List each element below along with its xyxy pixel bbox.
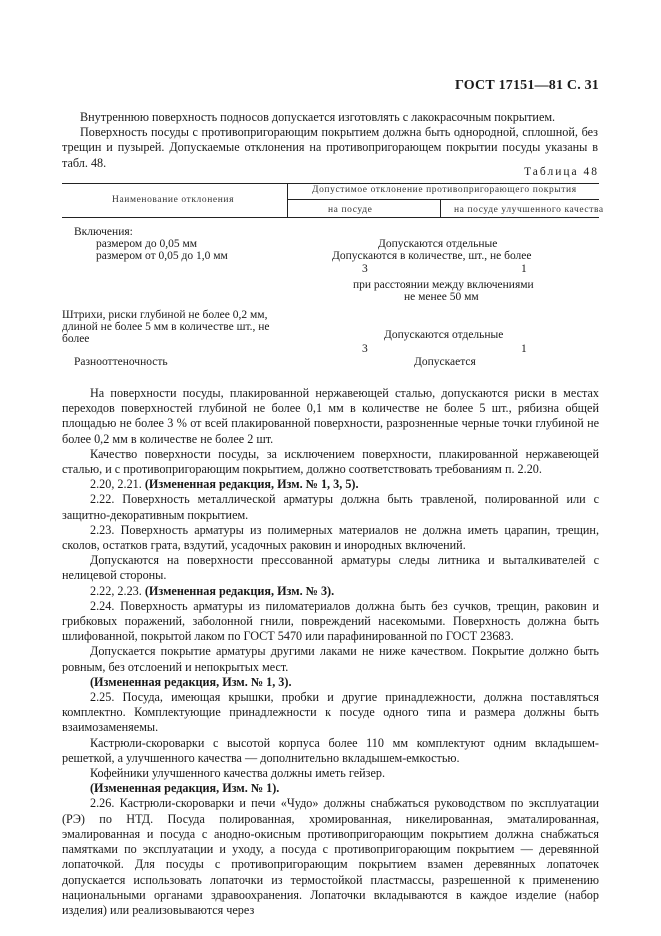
paragraph-text: На поверхности посуды, плакированной нержавеющей сталью, допускаются риски в местах переходов поверхностей глубиной не более 0,1 мм в количестве не более 5 шт., рябизна общей площадью не более 3 % от всей плакированной поверхности, разрозненные черные точки глубиной не более 0,2 мм в количестве не более 2 шт. <box>62 386 599 446</box>
body-paragraph <box>62 781 599 796</box>
revision-note: (Измененная редакция, Изм. № 3). <box>144 583 335 598</box>
col-header-deviation: Наименование отклонения <box>112 195 235 205</box>
row-strokes-3: более <box>62 333 90 345</box>
paragraph-text: 2.23. Поверхность арматуры из полимерных материалов не должна иметь царапин, трещин, сколов, остатков грата, вздутий, усадочных раковин и инородных включений. <box>62 522 599 553</box>
body-paragraph <box>62 736 599 766</box>
body-paragraph <box>62 553 599 583</box>
paragraph-text: Допускаются на поверхности прессованной арматуры следы литника и выталкивателей с нелицевой стороны. <box>62 553 599 583</box>
body-paragraph <box>62 477 599 492</box>
cell-strokes-ordinary: 3 <box>362 343 368 355</box>
table-subcol-divider <box>440 199 441 217</box>
table-caption: Таблица 48 <box>524 166 599 178</box>
body-paragraph <box>62 644 599 674</box>
body-paragraph <box>62 675 599 690</box>
paragraph-text: Качество поверхности посуды, за исключением поверхности, плакированной нержавеющей сталью, и с противопригорающим покрытием, должно соответствовать требованиям п. 2.20. <box>62 446 599 477</box>
revision-note: (Измененная редакция, Изм. № 1, 3). <box>90 674 292 689</box>
paragraph-text: 2.26. Кастрюли-скороварки и печи «Чудо» должны снабжаться руководством по эксплуатации (РЭ) по НТД. Посуда полированная, хромированная, никелированная, эматалированная, эмалированная и посуда с анодно-окисным противопригорающим покрытием должна снабжаться памятками по эксплуатации и уходу, а посуда с противопригорающим покрытием — деревянной лопаточкой. Для посуды с противопригорающим покрытием взамен деревянных лопаточек допускается использовать лопаточки из термостойкой пластмассы, разрешенной к применению национальными органами здравоохранения. Лопаточки вкладываются в каждое изделие (набор изделия) или реализовываются через <box>62 796 599 917</box>
body-paragraph <box>62 766 599 781</box>
row-inclusions-title: Включения: <box>74 226 133 238</box>
deviations-table <box>62 183 604 376</box>
page-header: ГОСТ 17151—81 С. 31 <box>455 78 599 93</box>
cell-distance-2: не менее 50 мм <box>404 291 479 303</box>
intro-text <box>62 110 598 171</box>
revision-note: (Измененная редакция, Изм. № 1). <box>90 781 280 796</box>
paragraph-text: Кофейники улучшенного качества должны иметь гейзер. <box>90 766 385 781</box>
row-inclusions-2: размером от 0,05 до 1,0 мм <box>96 250 228 262</box>
cell-qty-ordinary: 3 <box>362 263 368 275</box>
col-header-group: Допустимое отклонение противопригорающего покрытия <box>312 185 577 195</box>
body-paragraph <box>62 796 599 918</box>
paragraph-text: Кастрюли-скороварки с высотой корпуса более 110 мм комплектуют одним вкладышем-решеткой, а улучшенного качества — дополнительно вкладышем-емкостью. <box>62 735 599 765</box>
paragraph-text: 2.24. Поверхность арматуры из пиломатериалов должна быть без сучков, трещин, раковин и грибковых поражений, заболонной гнили, повреждений насекомыми. Поверхность должна быть шлифованной, покрытой лаком по ГОСТ 5470 или парафинированной по ГОСТ 23683. <box>62 598 599 644</box>
col-header-ordinary: на посуде <box>328 205 373 215</box>
body-paragraph <box>62 386 599 447</box>
row-shade: Разнооттеночность <box>74 356 168 368</box>
cell-shade-allowed: Допускается <box>414 356 476 368</box>
intro-paragraph-1: Внутреннюю поверхность подносов допускается изготовлять с лакокрасочным покрытием. <box>80 110 556 124</box>
body-paragraph <box>62 584 599 599</box>
intro-paragraph-2: Поверхность посуды с противопригорающим покрытием должна быть однородной, сплошной, без трещин и пузырей. Допускаемые отклонения на противопригорающем покрытии посуды указаны в табл. 48. <box>62 125 598 170</box>
cell-qty-improved: 1 <box>521 263 527 275</box>
table-group-rule <box>287 199 599 200</box>
body-paragraph <box>62 523 599 553</box>
paragraph-text: 2.25. Посуда, имеющая крышки, пробки и другие принадлежности, должна поставляться комплектно. Комплектующие принадлежности к посуде одного типа и размера должны быть взаимозаменяемы. <box>62 690 599 735</box>
table-header-rule <box>62 217 599 218</box>
paragraph-text: Допускается покрытие арматуры другими лаками не ниже качеством. Покрытие должно быть ровным, без отслоений и непокрытых мест. <box>62 644 599 674</box>
body-text <box>62 386 599 918</box>
paragraph-text: 2.22, 2.23. <box>90 583 145 598</box>
cell-allowed-single: Допускаются отдельные <box>378 238 498 250</box>
cell-strokes-allowed: Допускаются отдельные <box>384 329 504 341</box>
cell-strokes-improved: 1 <box>521 343 527 355</box>
cell-allowed-qty: Допускаются в количестве, шт., не более <box>332 250 532 262</box>
body-paragraph <box>62 599 599 645</box>
body-paragraph <box>62 447 599 477</box>
cell-distance-1: при расстоянии между включениями <box>353 279 534 291</box>
revision-note: (Измененная редакция, Изм. № 1, 3, 5). <box>144 477 359 492</box>
paragraph-text: 2.22. Поверхность металлической арматуры должна быть травленой, полированной или с защитно-декоративным покрытием. <box>62 492 599 522</box>
table-col-divider <box>287 183 288 217</box>
body-paragraph <box>62 492 599 522</box>
row-strokes-1: Штрихи, риски глубиной не более 0,2 мм, <box>62 309 268 321</box>
row-inclusions-1: размером до 0,05 мм <box>96 238 198 250</box>
table-top-rule <box>62 183 599 184</box>
row-strokes-2: длиной не более 5 мм в количестве шт., не <box>62 321 270 333</box>
paragraph-text: 2.20, 2.21. <box>90 477 145 492</box>
col-header-improved: на посуде улучшенного качества <box>454 205 604 215</box>
body-paragraph <box>62 690 599 736</box>
